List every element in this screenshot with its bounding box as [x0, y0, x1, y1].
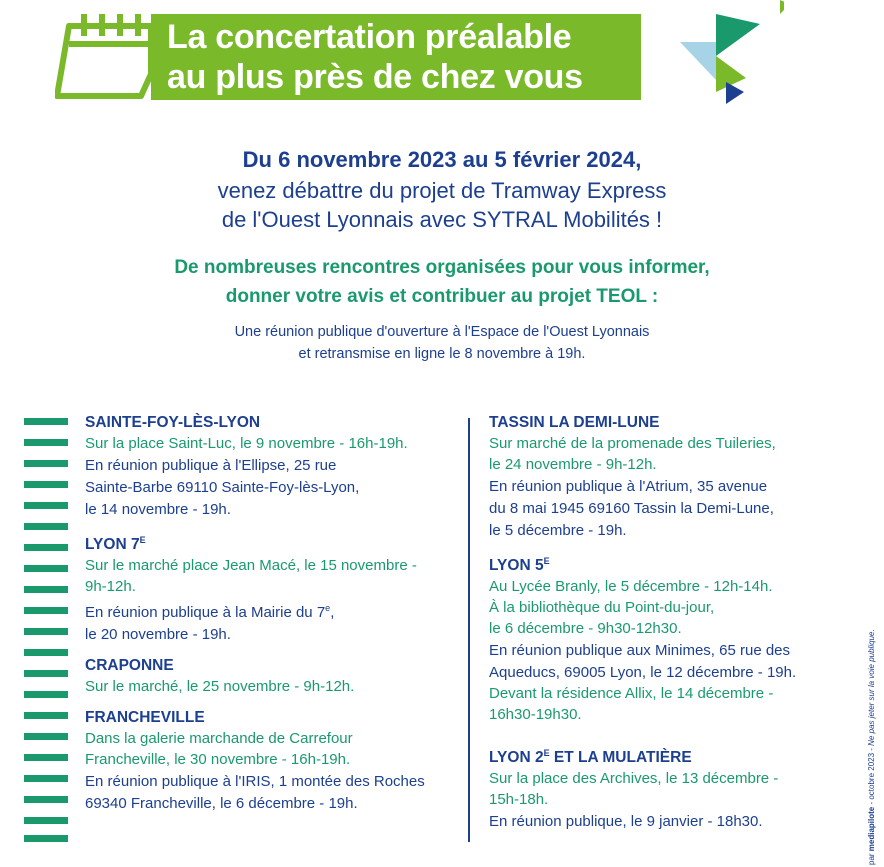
- intro-line-2: de l'Ouest Lyonnais avec SYTRAL Mobilités !: [221, 207, 663, 232]
- green-heading-2: donner votre avis et contribuer au projet TEOL :: [225, 286, 659, 307]
- section-title: TASSIN LA DEMI-LUNE: [489, 414, 660, 431]
- left-column: [85, 412, 465, 824]
- section-craponne: [85, 655, 465, 697]
- section-lyon-7: [85, 530, 465, 645]
- section-tassin: [489, 412, 859, 541]
- title-sup: E: [139, 535, 146, 545]
- section-title: [85, 530, 465, 555]
- section-francheville: [85, 707, 465, 814]
- event-line: Au Lycée Branly, le 5 décembre - 12h-14h.: [489, 578, 773, 596]
- text: ,: [330, 604, 335, 622]
- credit-brand: mediapilote: [867, 806, 876, 852]
- title-banner: [151, 14, 641, 100]
- event-line: le 5 décembre - 19h.: [489, 522, 627, 539]
- section-sainte-foy: [85, 412, 465, 520]
- banner-line-1: La concertation préalable: [167, 18, 572, 56]
- event-line: le 24 novembre - 9h-12h.: [489, 456, 657, 473]
- event-line: [85, 598, 465, 623]
- title-sup: E: [543, 748, 550, 759]
- event-line: En réunion publique à l'Ellipse, 25 rue: [85, 457, 337, 474]
- title-sup: E: [543, 556, 550, 566]
- event-line: 9h-12h.: [85, 578, 136, 596]
- event-line: Sur la place Saint-Luc, le 9 novembre - 16h-19h.: [85, 435, 408, 452]
- credit-prefix: par: [867, 853, 876, 865]
- credit-date: - octobre 2023 -: [867, 748, 876, 807]
- title-text: ET LA MULATIÈRE: [549, 749, 692, 767]
- banner-line-2: au plus près de chez vous: [167, 58, 583, 96]
- right-column: [489, 412, 859, 842]
- calendar-icon: [55, 10, 155, 102]
- section-lyon-2: [489, 743, 859, 832]
- event-line: 16h30-19h30.: [489, 706, 582, 724]
- title-text: LYON 2: [489, 749, 544, 767]
- side-credit: [867, 629, 876, 865]
- event-line: le 20 novembre - 19h.: [85, 626, 231, 644]
- intro-line-1: venez débattre du projet de Tramway Express: [217, 178, 667, 203]
- event-line: Aqueducs, 69005 Lyon, le 12 décembre - 19h.: [489, 664, 797, 682]
- section-title: [489, 551, 859, 576]
- event-line: Sur marché de la promenade des Tuileries,: [489, 435, 776, 452]
- event-line: Sainte-Barbe 69110 Sainte-Foy-lès-Lyon,: [85, 479, 360, 496]
- event-line: 15h-18h.: [489, 791, 549, 809]
- section-lyon-5: [489, 551, 859, 725]
- event-line: Francheville, le 30 novembre - 16h-19h.: [85, 751, 351, 769]
- event-line: En réunion publique, le 9 janvier - 18h30.: [489, 813, 763, 831]
- opening-meeting-2: et retransmise en ligne le 8 novembre à 19h.: [298, 346, 586, 362]
- credit-notice: Ne pas jeter sur la voie publique.: [867, 629, 876, 749]
- event-line: Sur la place des Archives, le 13 décembre -: [489, 770, 779, 788]
- section-title: SAINTE-FOY-LÈS-LYON: [85, 414, 261, 431]
- sup: e: [325, 603, 331, 614]
- event-line: Devant la résidence Allix, le 14 décembre -: [489, 685, 774, 703]
- opening-meeting-1: Une réunion publique d'ouverture à l'Espace de l'Ouest Lyonnais: [234, 324, 650, 340]
- decorative-triangles: [672, 0, 784, 105]
- title-text: LYON 7: [85, 536, 140, 554]
- event-line: Sur le marché, le 25 novembre - 9h-12h.: [85, 678, 355, 696]
- text: En réunion publique à la Mairie du 7: [85, 604, 326, 622]
- event-line: En réunion publique aux Minimes, 65 rue des: [489, 642, 791, 660]
- event-line: 69340 Francheville, le 6 décembre - 19h.: [85, 795, 358, 813]
- section-title: [489, 743, 859, 768]
- decorative-stripes: [24, 418, 68, 842]
- event-line: En réunion publique à l'IRIS, 1 montée des Roches: [85, 773, 425, 791]
- event-line: du 8 mai 1945 69160 Tassin la Demi-Lune,: [489, 500, 774, 517]
- event-line: En réunion publique à l'Atrium, 35 avenue: [489, 478, 768, 495]
- date-range: Du 6 novembre 2023 au 5 février 2024,: [242, 147, 642, 172]
- event-line: À la bibliothèque du Point-du-jour,: [489, 599, 715, 617]
- section-title: FRANCHEVILLE: [85, 709, 205, 727]
- green-heading-1: De nombreuses rencontres organisées pour vous informer,: [174, 257, 710, 278]
- event-line: le 14 novembre - 19h.: [85, 501, 231, 518]
- event-line: le 6 décembre - 9h30-12h30.: [489, 620, 682, 638]
- event-line: Dans la galerie marchande de Carrefour: [85, 730, 353, 748]
- title-text: LYON 5: [489, 557, 544, 575]
- column-divider: [468, 418, 470, 842]
- event-line: Sur le marché place Jean Macé, le 15 novembre -: [85, 557, 417, 575]
- section-title: CRAPONNE: [85, 657, 174, 675]
